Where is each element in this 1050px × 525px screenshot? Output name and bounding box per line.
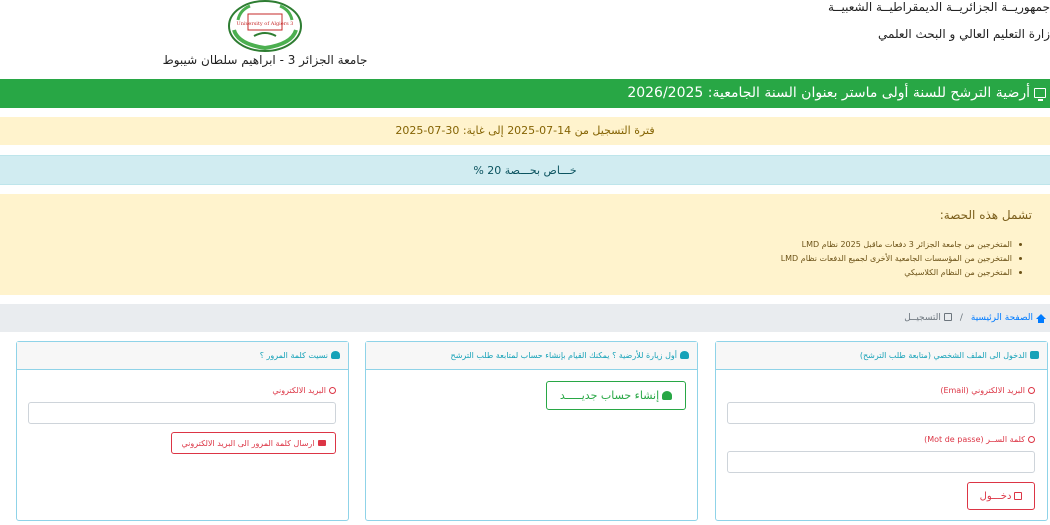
password-label — [924, 435, 1035, 444]
forgot-card-title: نسيت كلمة المرور ؟ — [259, 351, 328, 360]
breadcrumb-home-link[interactable]: الصفحة الرئيسية — [970, 313, 1033, 323]
user-plus-icon — [680, 351, 689, 359]
eligibility-list — [781, 238, 1022, 280]
monitor-icon — [1034, 88, 1046, 98]
password-label-text: كلمة الســر (Mot de passe) — [924, 435, 1025, 444]
page-header — [0, 0, 1050, 78]
comments-icon — [331, 351, 340, 359]
title-banner — [0, 79, 1050, 108]
list-item: المتخرجين من النظام الكلاسيكي — [781, 266, 1022, 280]
sign-in-icon — [1014, 492, 1022, 500]
send-password-label: ارسال كلمة المرور الى البريد الالكتروني — [181, 438, 315, 448]
envelope-icon — [318, 440, 326, 446]
banner-title: أرضية الترشح للسنة أولى ماستر بعنوان السنة الجامعية: 2026/2025 — [627, 85, 1030, 101]
registration-period: فترة التسجيل من 14-07-2025 إلى غاية: 30-07-2025 — [0, 117, 1050, 145]
create-account-label: إنشاء حساب جديـــــد — [559, 389, 660, 402]
forgot-email-label — [272, 386, 336, 395]
list-item: المتخرجين من جامعة الجزائر 3 دفعات ماقبل 2025 نظام LMD — [781, 238, 1022, 252]
quota-notice: خـــاص بحـــصة 20 % — [0, 155, 1050, 185]
register-card — [365, 341, 698, 521]
logo-text: University of Algiers 3 — [236, 21, 294, 27]
sign-in-icon — [1030, 351, 1039, 359]
university-name: جامعة الجزائر 3 - ابراهيم سلطان شيبوط — [162, 53, 368, 67]
login-email-input[interactable] — [727, 402, 1035, 424]
forgot-email-input[interactable] — [28, 402, 336, 424]
login-password-input[interactable] — [727, 451, 1035, 473]
list-item: المتخرجين من المؤسسات الجامعية الأخرى لجميع الدفعات نظام LMD — [781, 252, 1022, 266]
key-icon — [1028, 436, 1035, 443]
login-card-header — [716, 342, 1047, 370]
eligibility-info — [0, 194, 1050, 295]
login-card — [715, 341, 1048, 521]
login-button-label: دخـــول — [979, 490, 1012, 502]
register-card-title: أول زيارة للأرضية ؟ يمكنك القيام بإنشاء حساب لمتابعة طلب الترشح — [450, 351, 677, 360]
create-account-button[interactable] — [546, 381, 686, 410]
login-card-title: الدخول الى الملف الشخصي (متابعة طلب الترشح) — [859, 351, 1027, 360]
email-label — [940, 386, 1035, 395]
email-label-text: البريد الالكتروني (Email) — [940, 386, 1025, 395]
university-logo — [226, 0, 304, 52]
eligibility-title: تشمل هذه الحصة: — [939, 208, 1032, 222]
breadcrumb-current: التسجيــل — [904, 313, 941, 323]
edit-icon — [944, 313, 952, 321]
ministry-line-1: جمهوريــة الجزائريــة الديمقراطيــة الشعبيــة — [827, 0, 1050, 14]
ministry-line-2: زارة التعليم العالي و البحث العلمي — [878, 27, 1050, 41]
breadcrumb-separator: / — [959, 313, 963, 323]
login-button[interactable] — [967, 482, 1035, 510]
forgot-card-header — [17, 342, 348, 370]
breadcrumb — [0, 304, 1050, 332]
at-icon — [1028, 387, 1035, 394]
user-plus-icon — [662, 391, 672, 400]
register-card-header — [366, 342, 697, 370]
send-password-button[interactable] — [171, 432, 336, 454]
home-icon[interactable] — [1036, 314, 1046, 319]
forgot-password-card — [16, 341, 349, 521]
at-icon — [329, 387, 336, 394]
forgot-email-label-text: البريد الالكتروني — [272, 386, 326, 395]
